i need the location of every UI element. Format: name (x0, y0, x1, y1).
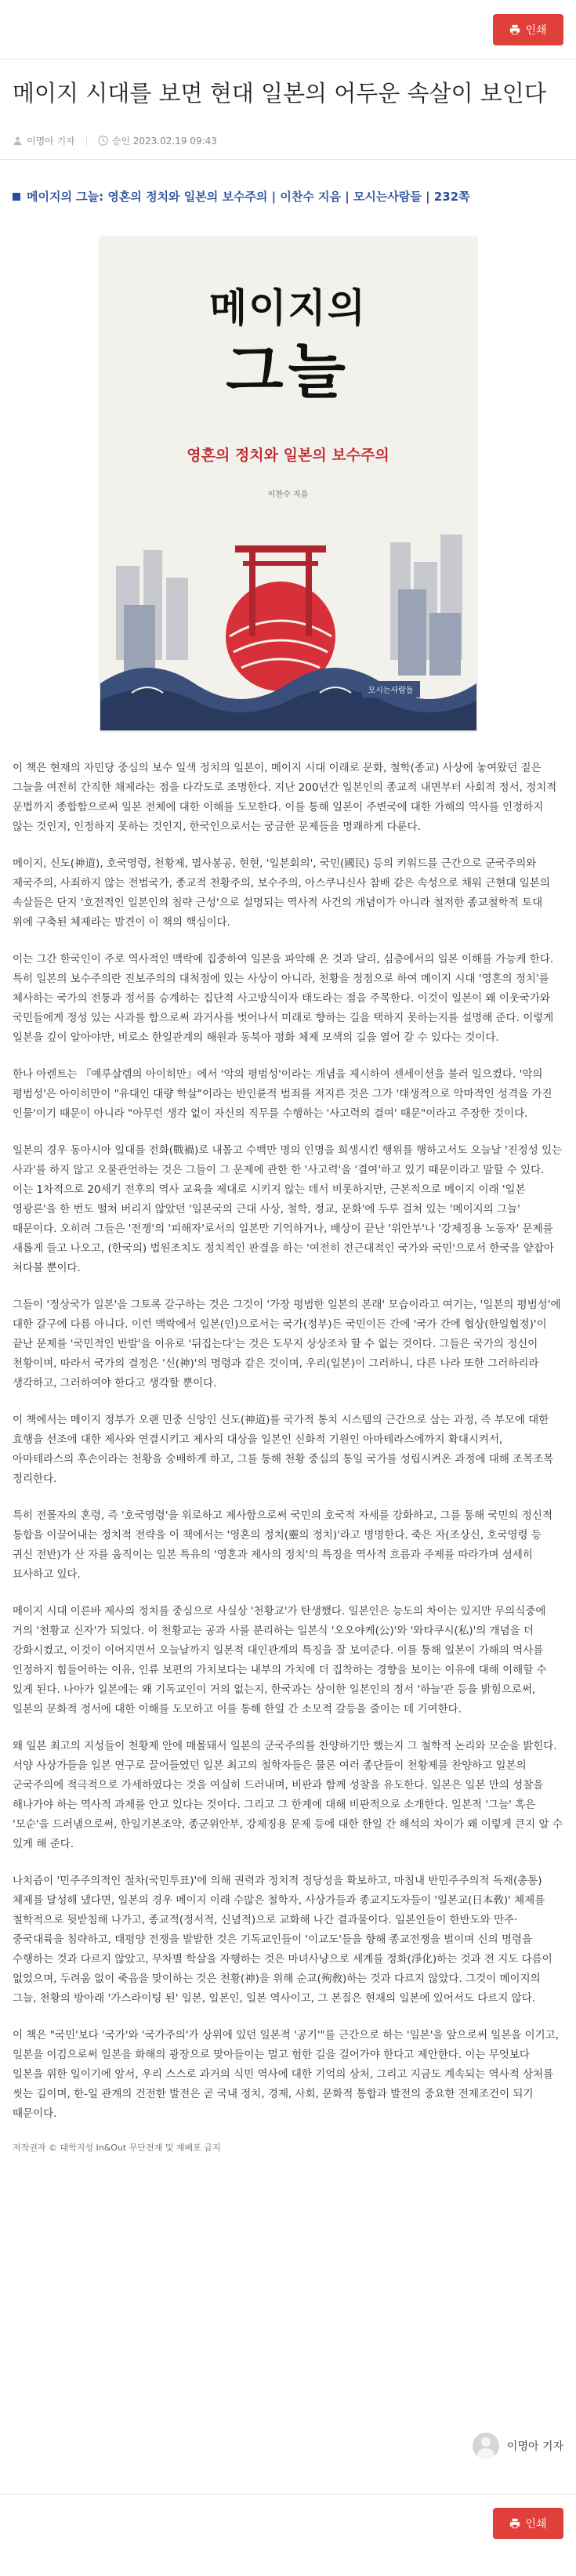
print-button-bottom[interactable] (493, 2508, 563, 2539)
paragraph: 나치즘이 '민주주의적인 절차(국민투표)'에 의해 권력과 정치적 정당성을 확보하고, 마침내 반민주주의적 독재(총통) 체제를 달성해 냈다면, 일본의 경우 메이지 이래 수많은 철학자, 사상가들과 종교지도자들이 '일본교(日本敎)' 체제를 철학적으로 뒷받침해 나가고, 종교적(정서적, 신념적)으로 교화해 나간 결과물이다. 일본인들이 한반도와 만주·중국대륙을 침략하고, 태평양 전쟁을 발발한 것은 기독교인들이 '이교도'들을 향해 종교전쟁을 벌이며 신의 명령을 수행하는 것과 다르지 않았고, 무차별 학살을 자행하는 것은 마녀사냥으로 세계를 정화(淨化)하는 것과 전 지도 다름이 없었으며, 두려움 없이 죽음을 맞이하는 것은 천황(神)을 위해 순교(殉敎)하는 것과 다르지 않았다. 그것이 메이지의 그늘, 천황의 방아래 '가스라이팅 된' 일본, 일본인, 일본 역사이고, 그 본질은 현재의 일본에 있어서도 다르지 않다. (13, 1875, 552, 2005)
article-headline: 메이지 시대를 보면 현대 일본의 어두운 속살이 보인다 (13, 80, 546, 107)
paragraph: 특히 전몰자의 혼령, 즉 '호국영령'을 위로하고 제사함으로써 국민의 호국적 자세를 강화하고, 그를 통해 국민의 정신적 통합을 이끌어내는 정치적 전략을 이 책에서는 '영혼의 정치(靈의 정치)'라고 명명한다. 죽은 자(조상신, 호국영령 등 귀신 전반)가 산 자를 움직이는 일본 특유의 '영혼과 제사의 정치'의 특징을 역사적 흐름과 주제를 따라가며 섬세히 묘사하고 있다. (13, 1509, 553, 1581)
reporter-byline[interactable] (473, 2433, 563, 2459)
printer-icon (509, 24, 520, 35)
paragraph: 한나 아렌트는 『예루살렘의 아이히만』에서 '악의 평범성'이라는 개념을 제시하여 센세이션을 불러 일으켰다. '악의 평범성'은 아이히만이 "유대인 대량 학살"이라는 반인륜적 범죄를 저지른 것은 그가 '태생적으로 악마적인 성격을 가진 인물'이기 때문이 아니라 "아무런 생각 없이 자신의 직무를 수행하는 '사고력의 결여' 때문"이라고 주장한 것이다. (13, 1068, 552, 1120)
author-name: 이명아 기자 (27, 136, 75, 147)
article-meta (0, 122, 576, 160)
book-info (13, 188, 563, 205)
clock-icon (98, 136, 108, 146)
meta-divider (86, 136, 87, 146)
paragraph: 메이지 시대 이른바 제사의 정치를 중심으로 사실상 '천황교'가 탄생했다. 일본인은 능도의 차이는 있지만 무의식중에 거의 '천황교 신자'가 되었다. 이 천황교는 공과 사를 분리하는 일본식 '오오야케(公)'와 '와타쿠시(私)'의 개념을 더 강화시켰고, 이것이 이어지면서 오늘날까지 일본적 대인관계의 특징을 잘 보여준다. 이를 통해 일본이 가해의 역사를 인정하지 힘들어하는 이유, 인류 보편의 가치보다는 내부의 가치에 더 집착하는 경향을 보이는 이유에 대해 이해할 수 있게 된다. 나아가 일본에는 왜 기독교인이 거의 없는지, 한국과는 상이한 일본인의 정서 '하늘'관 등을 밝힘으로써, 일본의 문화적 정서에 대한 이해를 도모하고 이를 통해 한일 간 소모적 갈등을 줄이는 데 기여한다. (13, 1605, 547, 1716)
reporter-name: 이명아 기자 (506, 2440, 563, 2453)
print-button[interactable] (493, 14, 563, 45)
paragraph: 이 책은 현재의 자민당 중심의 보수 일색 정치의 일본이, 메이지 시대 이래로 문화, 철학(종교) 사상에 놓여왔던 짙은 그늘을 여전히 간직한 채제라는 점을 다각도로 조명한다. 지난 200년간 일본인의 종교적 내면부터 사회적 정서, 정치적 문법까지 종합함으로써 일본 전체에 대한 이해를 도모한다. 이를 통해 일본이 주변국에 대한 가해의 역사를 인정하지 않는 것인지, 인정하지 못하는 것인지, 한국인으로서는 궁금한 문제들을 명쾌하게 다룬다. (13, 762, 557, 833)
paragraph: 이는 그간 한국인이 주로 역사적인 맥락에 집중하여 일본을 파악해 온 것과 달리, 심층에서의 일본 이해를 가능케 한다. 특히 일본의 보수주의란 진보주의의 대척점에 있는 사상이 아니라, 천황을 정점으로 하여 메이지 시대 '영혼의 정치'를 체사하는 국가의 전통과 정서를 승계하는 집단적 사고방식이자 태도라는 점을 주목한다. 이것이 일본이 왜 이웃국가와 국민들에게 정성 있는 사과를 함으로써 과거사를 벗어나서 미래로 향하는 길을 택하지 못하는지를 설명해 준다. 이렇게 일본을 깊이 알아야만, 비로소 한일관계의 해원과 동북아 평화 체제 모색의 길을 열어 갈 수 있다는 것이다. (13, 953, 554, 1044)
printer-icon (509, 2518, 520, 2529)
avatar (473, 2433, 499, 2459)
cover-title-line2: 그늘 (226, 336, 350, 406)
cover-illustration (100, 519, 476, 730)
cover-publisher: 모시는사람들 (362, 681, 420, 697)
book-info-text: 메이지의 그늘: 영혼의 정치와 일본의 보수주의 | 이찬수 지음 | 모시는사람들 | 232쪽 (27, 190, 470, 204)
print-label: 인쇄 (525, 2518, 547, 2531)
copyright-notice: 저작권자 © 대학지성 In&Out 무단전재 및 재배포 금지 (13, 2143, 221, 2153)
paragraph: 그들이 '정상국가 일본'을 그토록 갈구하는 것은 그것이 '가장 평범한 일본의 본래' 모습이라고 여기는, '일본의 평범성'에 대한 갈구에 다름 아니다. 이런 맥락에서 일본(인)으로서는 국가(정부)든 국민이든 간에 '국가 간에 협상(한일협정)'이 끝난 문제를 '국민적인 반발'을 이유로 '뒤집는다'는 것은 도무지 상상조차 할 수 없는 것이다. 그들은 국가의 정신이 천황이며, 따라서 국가의 결정은 '신(神)'의 명령과 같은 것이며, 우리(일본)이 그러하니, 다른 나라 또한 그러하리라 생각하고, 그러하여야 한다고 생각할 뿐이다. (13, 1299, 561, 1389)
paragraph: 이 책은 "국민'보다 '국가'와 '국가주의'가 상위에 있던 일본적 '공기'"를 근간으로 하는 '일본'을 앞으로써 일본을 이기고, 일본을 이김으로써 일본을 화해의 광장으로 맞아들이는 멀고 험한 길을 걸어가야 한다고 제안한다. 이는 무엇보다 일본을 위한 일이기에 앞서, 우리 스스로 과거의 식민 역사에 대한 기억의 상처, 그리고 지금도 계속되는 역사적 상처를 씻는 길이며, 한-일 관계의 건전한 발전은 곧 국내 정치, 경제, 사회, 문화적 통합과 발전의 중요한 전제조건이 되기 때문이다. (13, 2029, 560, 2120)
cover-author: 이찬수 지음 (267, 491, 309, 499)
paragraph: 왜 일본 최고의 지성들이 천황제 안에 매몰돼서 일본의 군국주의를 찬양하기만 했는지 그 철학적 논리와 모순을 밝힌다. 서양 사상가들을 일본 연구로 끌어들였던 일본 최고의 철학자들은 물론 여러 종단들이 천황제를 찬양하고 일본의 군국주의에 적극적으로 가세하였다는 것을 여실히 드러내며, 비판과 함께 성찰을 유도한다. 일본은 일본 만의 성찰을 해나가야 하는 역사적 과제를 안고 있다는 것이다. 그리고 그 한계에 대해 비판적으로 소개한다. 일본적 '그늘' 혹은 '모순'을 드러냄으로써, 한일기본조약, 종군위안부, 강제징용 문제 등에 대한 한일 간 해석의 차이가 왜 이렇게 큰지 알 수 있게 해 준다. (13, 1740, 563, 1850)
top-toolbar (0, 0, 576, 60)
square-bullet-icon (13, 193, 20, 201)
user-icon (13, 136, 23, 146)
paragraph: 이 책에서는 메이지 정부가 오랜 민중 신앙인 신도(神道)를 국가적 통치 시스템의 근간으로 삼는 과정, 즉 부모에 대한 효행을 선조에 대한 제사와 연결시키고 제사의 대상을 일본인 신화적 기원인 아마테라스에까지 확대시켜서, 아마테라스의 후손이라는 천황을 숭배하게 하고, 그를 통해 천황 중심의 통일 국가를 성립시켜온 과정에 대해 조목조목 정리한다. (13, 1414, 554, 1485)
book-cover (100, 237, 476, 730)
print-label: 인쇄 (525, 24, 547, 37)
cover-title-line1: 메이지의 (208, 284, 368, 331)
paragraph: 메이지, 신도(神道), 호국영령, 천황제, 멸사봉공, 현현, '일본회의', 국민(國民) 등의 키워드를 근간으로 군국주의와 제국주의, 사죄하지 않는 전범국가, 종교적 천황주의, 보수주의, 아스쿠니신사 참배 같은 속성으로 채워 근현대 일본의 속살들은 단지 '호전적인 일본인의 침략 근성'으로 설명되는 역사적 사건의 개념이가 아니라 철저한 종교철학적 토대 위에 구축된 체제라는 발견이 이 책의 핵심이다. (13, 857, 550, 929)
book-cover-figure (100, 237, 476, 730)
paragraph: 일본의 경우 동아시아 일대를 전화(戰禍)로 내몰고 수백만 명의 인명을 희생시킨 행위를 행하고서도 오늘날 '진정성 있는 사과'를 하지 않고 오불관언하는 것은 그들이 그 문제에 관한 한 '사고력'을 '결여'하고 있기 때문이라고 말할 수 있다. 이는 1차적으로 20세기 전후의 역사 교육을 제대로 시키지 않는 데서 비롯하지만, 근본적으로 메이지 이래 '일본 영광론'을 한 번도 떨쳐 버리지 않았던 '일본국의 근대 사상, 철학, 정교, 문화'에 두루 걸쳐 있는 '메이지의 그늘' 때문이다. 오히려 그들은 '전쟁'의 '피해자'로서의 일본만 기억하거나, 배상이 끝난 '위안부'나 '강제징용 노동자' 문제를 새롭게 들고 나오고, (한국의) 법원조치도 정치적인 판결을 하는 '여전히 전근대적인 국가와 국민'으로서 한국을 얕잡아 쳐다볼 뿐이다. (13, 1144, 563, 1274)
article-body (13, 759, 563, 2124)
publish-date: 승인 2023.02.19 09:43 (111, 136, 217, 147)
cover-subtitle: 영혼의 정치와 일본의 보수주의 (187, 447, 389, 464)
cover-title (100, 282, 476, 409)
